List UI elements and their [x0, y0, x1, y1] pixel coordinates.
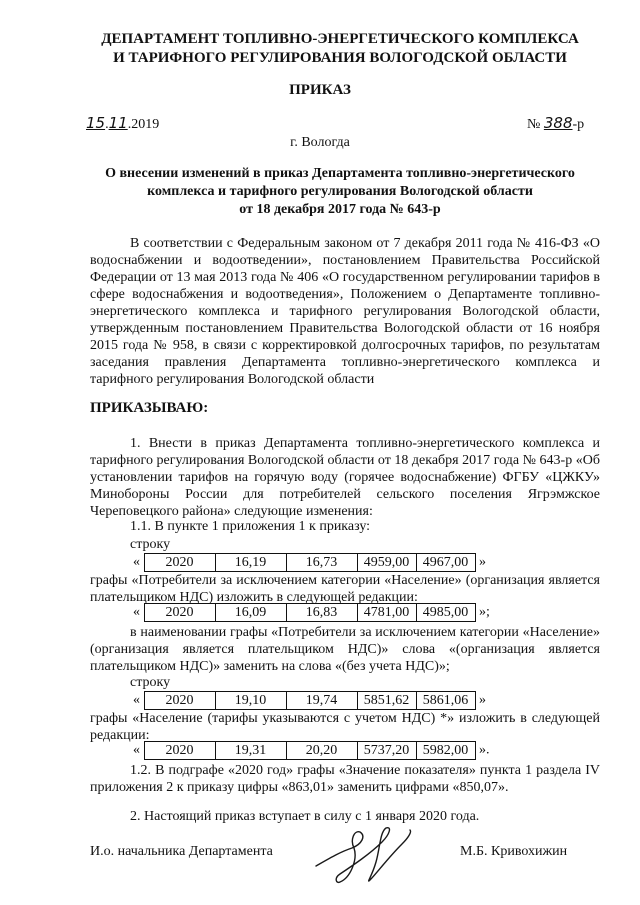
- word-line-1: строку: [130, 537, 171, 552]
- order-title: [60, 165, 620, 219]
- preamble: В соответствии с Федеральным законом от 7 декабря 2011 года № 416-ФЗ «О водоснабжении и водоотведении», постановлением Правительства Российской Федерации от 13 мая 2013 года № 406 «О государственном регулировании тарифов в сфере водоснабжения и водоотведения», Положением о Департаменте топливно-энергетического комплекса и тарифного регулирования Вологодской области, утвержденным постановлением Правительства Вологодской области от 16 ноября 2015 года № 958, в связи с корректировкой долгосрочных тарифов, по результатам заседания правления Департамента топливно-энергетического комплекса и тарифного регулирования Вологодской области: [90, 236, 600, 387]
- cell: 2020: [144, 692, 215, 710]
- value-table-1: [144, 553, 476, 572]
- number-prefix: №: [527, 117, 541, 132]
- text-graph-2: графы «Население (тарифы указываются с учетом НДС) *» изложить в следующей редакции:: [90, 711, 600, 743]
- table-row-2-wrap: [133, 603, 490, 622]
- table-row-1-wrap: [133, 553, 486, 572]
- item-1: 1. Внести в приказ Департамента топливно-энергетического комплекса и тарифного регулирования Вологодской области от 18 декабря 2017 года № 643-р «Об установлении тарифов на горячую воду (горячее водоснабжение) ФГБУ «ЦЖКУ» Минобороны России для потребителей сельского поселения Ягрэмжское Череповецкого района» следующие изменения:: [90, 436, 600, 519]
- quote-open: «: [133, 604, 140, 620]
- quote-close: »;: [479, 604, 490, 620]
- date-year: .2019: [127, 117, 160, 132]
- order-date: 15.11.2019: [86, 114, 160, 132]
- cell: 19,31: [215, 742, 286, 760]
- cell: 20,20: [286, 742, 357, 760]
- title-line3: от 18 декабря 2017 года № 643-р: [239, 202, 441, 217]
- cell: 4959,00: [357, 554, 416, 572]
- city: г. Вологда: [290, 135, 350, 150]
- department-header-line1: ДЕПАРТАМЕНТ ТОПЛИВНО-ЭНЕРГЕТИЧЕСКОГО КОМПЛЕКСА: [101, 31, 579, 47]
- quote-close: »: [479, 554, 486, 570]
- order-number: [527, 115, 584, 133]
- value-table-2: [144, 603, 476, 622]
- title-line2: комплекса и тарифного регулирования Вологодской области: [147, 184, 533, 199]
- title-line1: О внесении изменений в приказ Департамента топливно-энергетического: [105, 166, 575, 181]
- quote-open: «: [133, 554, 140, 570]
- cell: 4967,00: [416, 554, 475, 572]
- date-day: 15: [86, 114, 106, 132]
- signatory-name: М.Б. Кривохижин: [460, 844, 568, 859]
- table-row-3-wrap: [133, 691, 486, 710]
- cell: 16,83: [286, 604, 357, 622]
- value-table-4: [144, 741, 476, 760]
- cell: 5851,62: [357, 692, 416, 710]
- department-header-line2: И ТАРИФНОГО РЕГУЛИРОВАНИЯ ВОЛОГОДСКОЙ ОБЛАСТИ: [113, 50, 567, 66]
- cell: 4985,00: [416, 604, 475, 622]
- quote-open: «: [133, 692, 140, 708]
- table-row-4-wrap: [133, 741, 490, 760]
- department-header: [90, 30, 590, 68]
- cell: 16,09: [215, 604, 286, 622]
- item-1-1: 1.1. В пункте 1 приложения 1 к приказу:: [130, 519, 371, 534]
- cell: 5982,00: [416, 742, 475, 760]
- date-month: 11: [108, 114, 128, 132]
- text-graph-1: графы «Потребители за исключением категории «Население» (организация является плательщиком НДС) изложить в следующей редакции:: [90, 573, 600, 605]
- value-table-3: [144, 691, 476, 710]
- cell: 4781,00: [357, 604, 416, 622]
- quote-close: ».: [479, 742, 490, 758]
- cell: 19,74: [286, 692, 357, 710]
- number-value: 388: [543, 114, 573, 132]
- number-suffix: -р: [572, 117, 585, 132]
- quote-close: »: [479, 692, 486, 708]
- cell: 2020: [144, 742, 215, 760]
- word-line-2: строку: [130, 675, 171, 690]
- document-type: ПРИКАЗ: [289, 82, 351, 98]
- signatory-position: И.о. начальника Департамента: [90, 844, 273, 859]
- item-1-2: 1.2. В подграфе «2020 год» графы «Значение показателя» пункта 1 раздела IV приложения 2 к приказу цифры «863,01» заменить цифрами «850,07».: [90, 763, 600, 795]
- item-2: 2. Настоящий приказ вступает в силу с 1 января 2020 года.: [130, 809, 480, 824]
- cell: 19,10: [215, 692, 286, 710]
- text-rename: в наименовании графы «Потребители за исключением категории «Население» (организация является плательщиком НДС)» слова «(организация является плательщиком НДС)» заменить на слова «(без учета НДС)»;: [90, 625, 600, 674]
- quote-open: «: [133, 742, 140, 758]
- cell: 5861,06: [416, 692, 475, 710]
- signature-scribble: [310, 818, 420, 890]
- cell: 16,73: [286, 554, 357, 572]
- order-word: ПРИКАЗЫВАЮ:: [90, 400, 209, 416]
- cell: 16,19: [215, 554, 286, 572]
- cell: 2020: [144, 604, 215, 622]
- cell: 2020: [144, 554, 215, 572]
- cell: 5737,20: [357, 742, 416, 760]
